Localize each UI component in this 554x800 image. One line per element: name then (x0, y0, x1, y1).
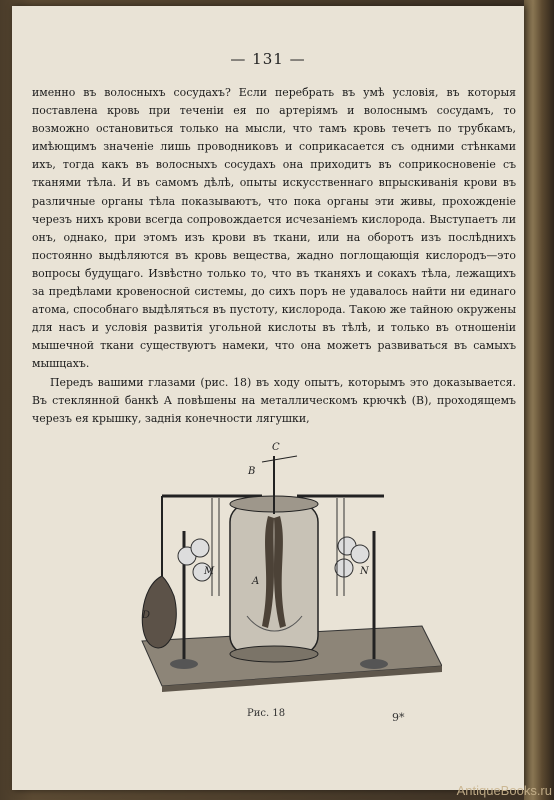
label-m: M (204, 566, 215, 577)
glass-jar-a (230, 504, 318, 654)
watermark: AntiqueBooks.ru (456, 783, 552, 798)
signature-mark: 9* (392, 711, 405, 724)
right-stand-base (360, 659, 388, 669)
label-n: N (360, 566, 369, 577)
page-number: — 131 — (230, 50, 306, 68)
label-d: D (142, 610, 151, 621)
paragraph-1: именно въ волосныхъ сосудахъ? Если перебрать въ умѣ условія, въ которыя поставлена кровь при теченіи ея по артеріямъ и волоснымъ сосудамъ, то возможно остановиться только на мысли, что тамъ кровь течетъ по трубкамъ, имѣющимъ значеніе лишь проводниковъ и соприкасается съ одними стѣнками ихъ, тогда какъ въ волосныхъ сосудахъ она приходитъ въ соприкосновеніе съ тканями тѣла. И въ самомъ дѣлѣ, опыты искусственнаго впрыскиванія крови въ различные органы тѣла показываютъ, что пока органы эти живы, прохожденіе черезъ нихъ крови всегда сопровождается исчезаніемъ кислорода. Выступаетъ ли онъ, однако, при этомъ изъ крови въ ткани, или на оборотъ изъ послѣднихъ постоянно выдѣляются въ кровь вещества, жадно поглощающія кислородъ—это вопросы будущаго. Извѣстно только то, что въ тканяхъ и сокахъ тѣла, лежащихъ за предѣлами кровеносной системы, до сихъ поръ не удавалось найти ни единаго атома, способнаго выдѣляться въ пустоту, кислорода. Такою же тайною окружены для насъ и условія развитія угольной кислоты въ тѣлѣ, и только въ отношеніи мышечной ткани существуютъ намеки, что она можетъ развиваться въ самыхъ мышцахъ. (32, 86, 516, 371)
paragraph-2: Передъ вашими глазами (рис. 18) въ ходу опытъ, которымъ это доказывается. Въ стеклянной банкѣ А повѣшены на металлическомъ крючкѣ (В), проходящемъ черезъ ея крышку, заднія конечности лягушки, (32, 375, 516, 425)
label-a: A (252, 576, 260, 587)
figure-illustration (122, 436, 442, 696)
label-b: B (248, 466, 256, 477)
label-c: C (272, 442, 280, 453)
book-page (12, 6, 524, 790)
left-stand-base (170, 659, 198, 669)
figure-caption: Рис. 18 (247, 708, 286, 719)
body-text (32, 84, 516, 428)
book-spine-edge (524, 0, 554, 800)
